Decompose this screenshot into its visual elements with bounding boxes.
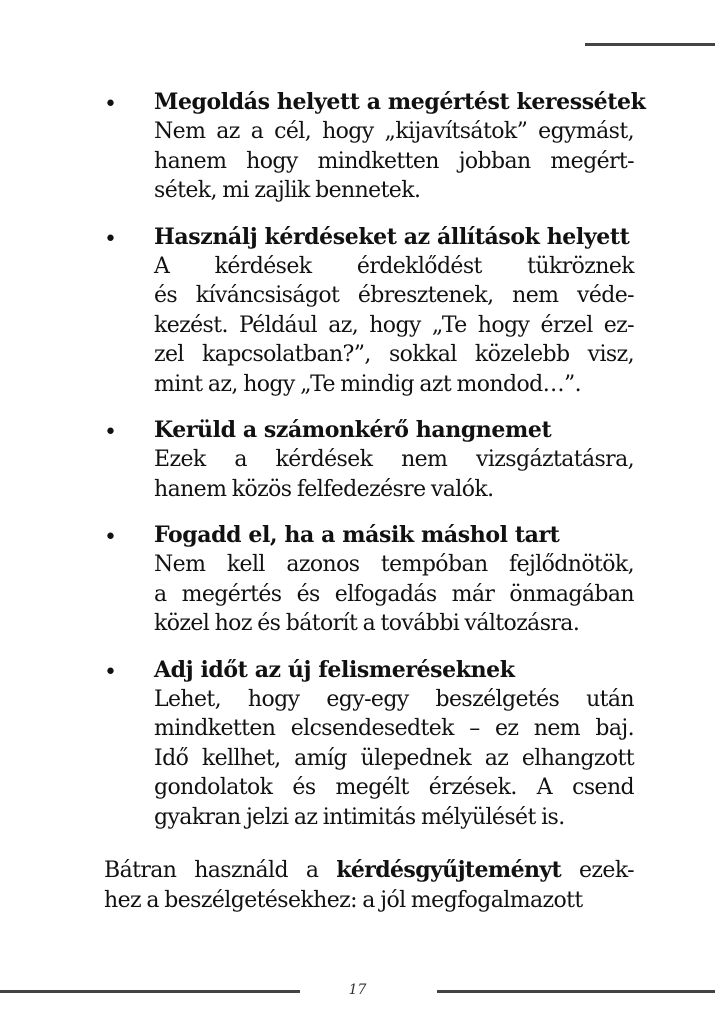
top-rule: [585, 43, 715, 46]
closing-text: Bátran használd a: [104, 858, 337, 883]
bullet-dot: •: [104, 226, 117, 252]
bullet-title: Megoldás helyett a megértést keressétek: [154, 89, 646, 115]
page-number: 17: [348, 982, 367, 998]
bullet-title: Használj kérdéseket az állítások helyett: [154, 223, 630, 250]
bullet-item-3: [104, 416, 634, 504]
body-line: mindketten elcsendesedtek – ez nem baj.: [154, 716, 634, 741]
bullet-item-5: [104, 656, 634, 833]
closing-line-2: hez a beszélgetésekhez: a jól megfogalmazott: [104, 887, 583, 913]
bullet-list: [104, 88, 646, 832]
bullet-item-1: [104, 88, 646, 206]
body-line: hanem közös felfedezésre valók.: [154, 476, 494, 502]
bullet-title: Adj időt az új felismeréseknek: [154, 656, 515, 683]
body-line: gondolatok és megélt érzések. A csend: [154, 775, 634, 800]
page-content: [104, 88, 646, 915]
bullet-body: [154, 445, 634, 504]
body-line: hanem hogy mindketten jobban megért-: [154, 148, 634, 174]
bullet-dot: •: [104, 92, 117, 117]
closing-line-1: [104, 856, 634, 886]
body-line: kezést. Például az, hogy „Te hogy érzel ez-: [154, 312, 634, 338]
closing-paragraph: [104, 856, 634, 915]
body-line: mint az, hogy „Te mindig azt mondod…”.: [154, 371, 582, 397]
bullet-title: Fogadd el, ha a másik máshol tart: [154, 522, 560, 548]
body-line: Nem kell azonos tempóban fejlődnötök,: [154, 552, 634, 577]
bullet-title: Kerüld a számonkérő hangnemet: [154, 417, 552, 443]
bullet-item-4: [104, 521, 634, 639]
body-line: A kérdések érdeklődést tükröznek: [154, 253, 634, 279]
bullet-dot: •: [104, 525, 117, 550]
body-line: sétek, mi zajlik bennetek.: [154, 178, 421, 203]
closing-bold-term: kérdésgyűjteményt: [336, 857, 562, 883]
body-line: Idő kellhet, amíg ülepednek az elhangzott: [154, 745, 634, 771]
body-line: közel hoz és bátorít a további változásra.: [154, 611, 580, 636]
closing-text: ezek-: [561, 858, 634, 883]
body-line: gyakran jelzi az intimitás mélyülését is.: [154, 804, 565, 830]
bullet-body: [154, 117, 634, 206]
body-line: Nem az a cél, hogy „kijavítsátok” egymást,: [154, 119, 634, 144]
bullet-dot: •: [104, 420, 117, 445]
footer-rule-right: [437, 990, 715, 993]
bullet-body: [154, 550, 634, 639]
body-line: és kíváncsiságot ébresztenek, nem véde-: [154, 283, 634, 308]
bullet-body: [154, 252, 634, 400]
body-line: a megértés és elfogadás már önmagában: [154, 581, 634, 607]
body-line: zel kapcsolatban?”, sokkal közelebb visz,: [154, 342, 634, 367]
body-line: Ezek a kérdések nem vizsgáztatásra,: [154, 447, 634, 472]
bullet-item-2: [104, 223, 634, 400]
body-line: Lehet, hogy egy-egy beszélgetés után: [154, 686, 634, 712]
bullet-dot: •: [104, 659, 117, 685]
bullet-body: [154, 685, 634, 833]
